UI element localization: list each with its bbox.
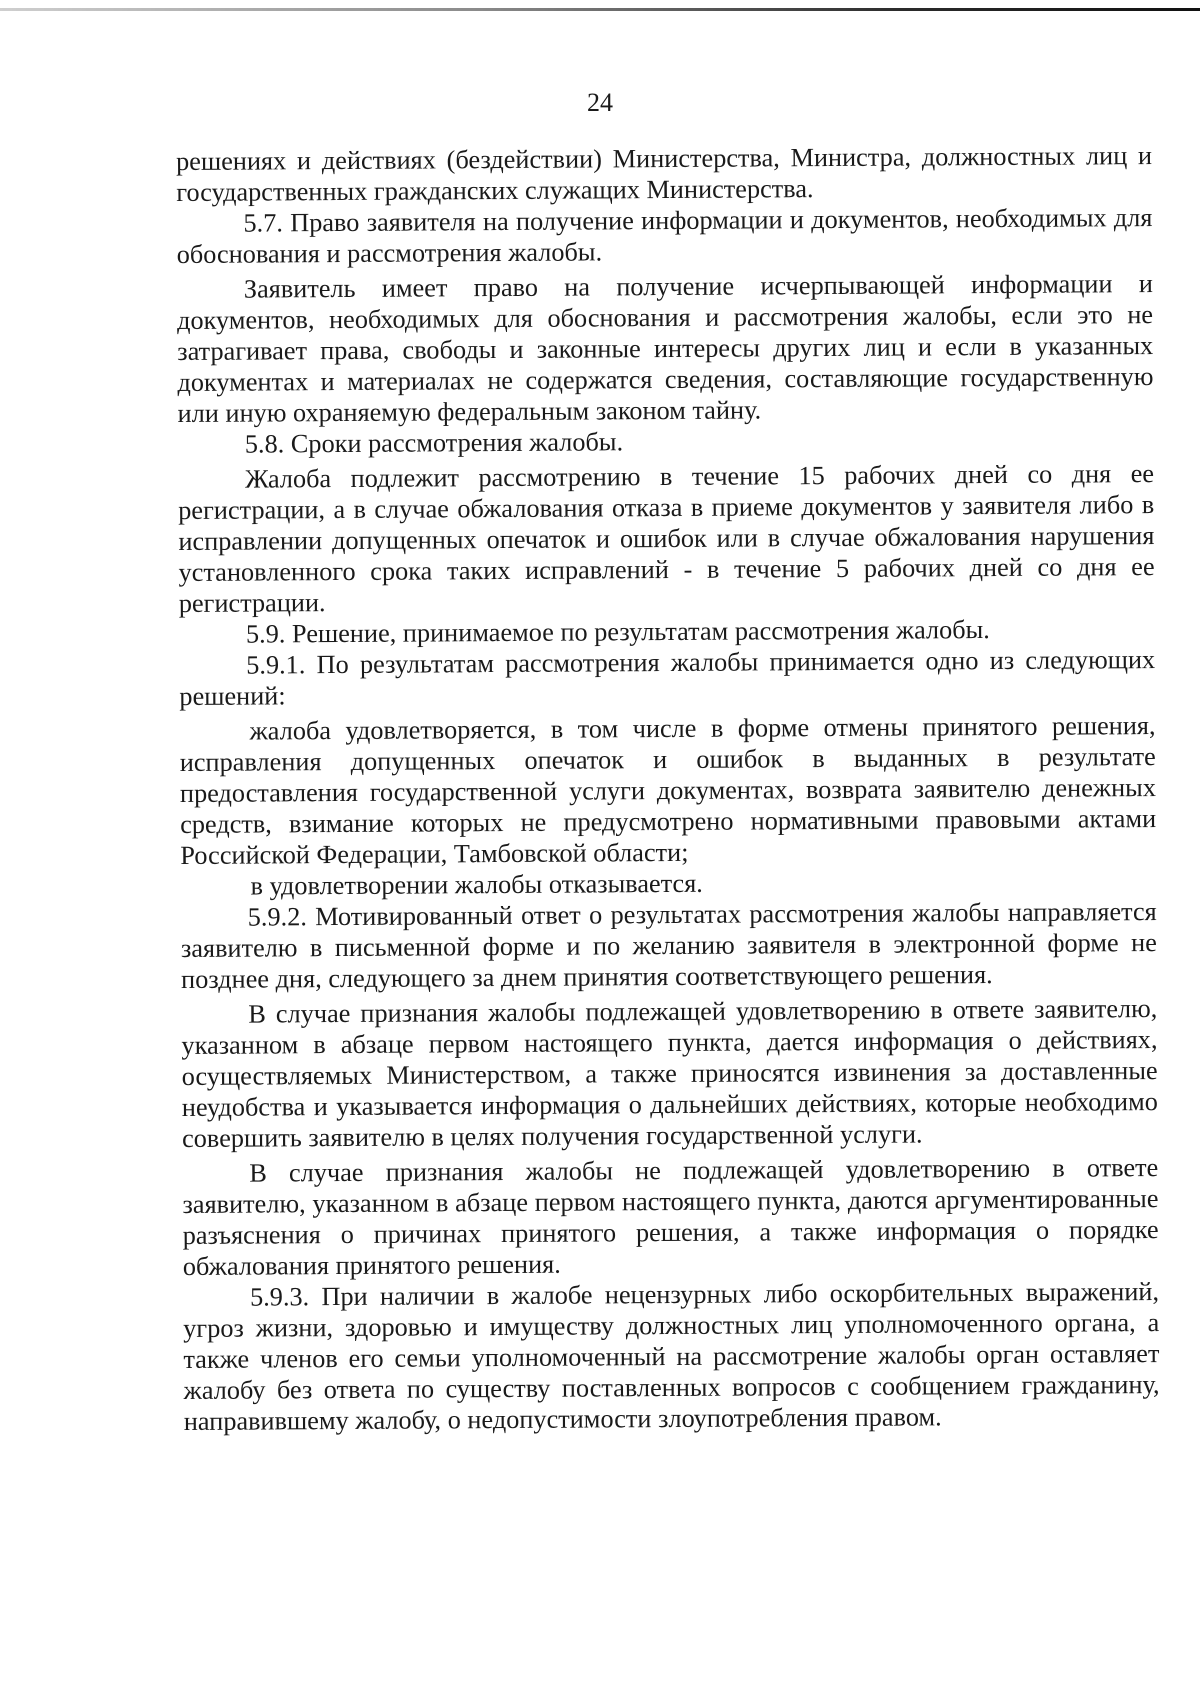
paragraph-5-8-heading: 5.8. Сроки рассмотрения жалобы. xyxy=(244,427,624,459)
paragraph-5-9-heading: 5.9. Решение, принимаемое по результатам рассмотрения жалобы. xyxy=(245,615,990,649)
paragraph-refused-response: В случае признания жалобы не подлежащей удовлетворению в ответе заявителю, указанном в абзаце первом настоящего пункта, даются аргументированные разъяснения о причинах принятого решения, а также информация о порядке обжалования принятого решения. xyxy=(182,1153,1159,1281)
paragraph-5-7-heading: 5.7. Право заявителя на получение информации и документов, необходимых для обоснования и рассмотрения жалобы. xyxy=(176,203,1153,269)
paragraph-continuation: решениях и действиях (бездействии) Министерства, Министра, должностных лиц и государственных гражданских служащих Министерства. xyxy=(176,141,1153,207)
paragraph-satisfied-response: В случае признания жалобы подлежащей удовлетворению в ответе заявителю, указанном в абзаце первом настоящего пункта, дается информация о действиях, осуществляемых Министерством, а также приносятся извинения за доставленные неудобства и указывается информация о дальнейших действиях, которые необходимо совершить заявителю в целях получения государственной услуги. xyxy=(181,994,1158,1153)
paragraph-5-7-body: Заявитель имеет право на получение исчерпывающей информации и документов, необходимых для обоснования и рассмотрения жалобы, если это не затрагивает права, свободы и законные интересы других лиц и если в указанных документах и материалах не содержатся сведения, составляющие государственную или иную охраняемую федеральным законом тайну. xyxy=(176,269,1154,428)
paragraph-5-9-2: 5.9.2. Мотивированный ответ о результатах рассмотрения жалобы направляется заявителю в письменной форме и по желанию заявителя в электронной форме не позднее дня, следующего за днем принятия соответствующего решения. xyxy=(180,897,1157,994)
document-body xyxy=(176,140,1160,1437)
paragraph-5-9-3: 5.9.3. При наличии в жалобе нецензурных либо оскорбительных выражений, угроз жизни, здоровью и имуществу должностных лиц уполномоченного органа, а также членов его семьи уполномоченный на рассмотрение жалобы орган оставляет жалобу без ответа по существу поставленных вопросов с сообщением гражданину, направившему жалобу, о недопустимости злоупотребления правом. xyxy=(183,1277,1160,1436)
paragraph-5-8-body: Жалоба подлежит рассмотрению в течение 15 рабочих дней со дня ее регистрации, а в случае обжалования отказа в приеме документов у заявителя либо в исправлении допущенных опечаток и ошибок или в случае обжалования нарушения установленного срока таких исправлений - в течение 5 рабочих дней со дня ее регистрации. xyxy=(178,459,1155,618)
page-number: 24 xyxy=(587,88,613,117)
scan-edge-line xyxy=(0,8,1200,11)
list-item-complaint-refused: в удовлетворении жалобы отказывается. xyxy=(250,868,703,901)
paragraph-5-9-1: 5.9.1. По результатам рассмотрения жалобы принимается одно из следующих решений: xyxy=(179,645,1156,711)
list-item-complaint-satisfied: жалоба удовлетворяется, в том числе в форме отмены принятого решения, исправления допущенных опечаток и ошибок в выданных в результате предоставления государственной услуги документах, возврата заявителю денежных средств, взимание которых не предусмотрено нормативными правовыми актами Российской Федерации, Тамбовской области; xyxy=(179,711,1157,870)
